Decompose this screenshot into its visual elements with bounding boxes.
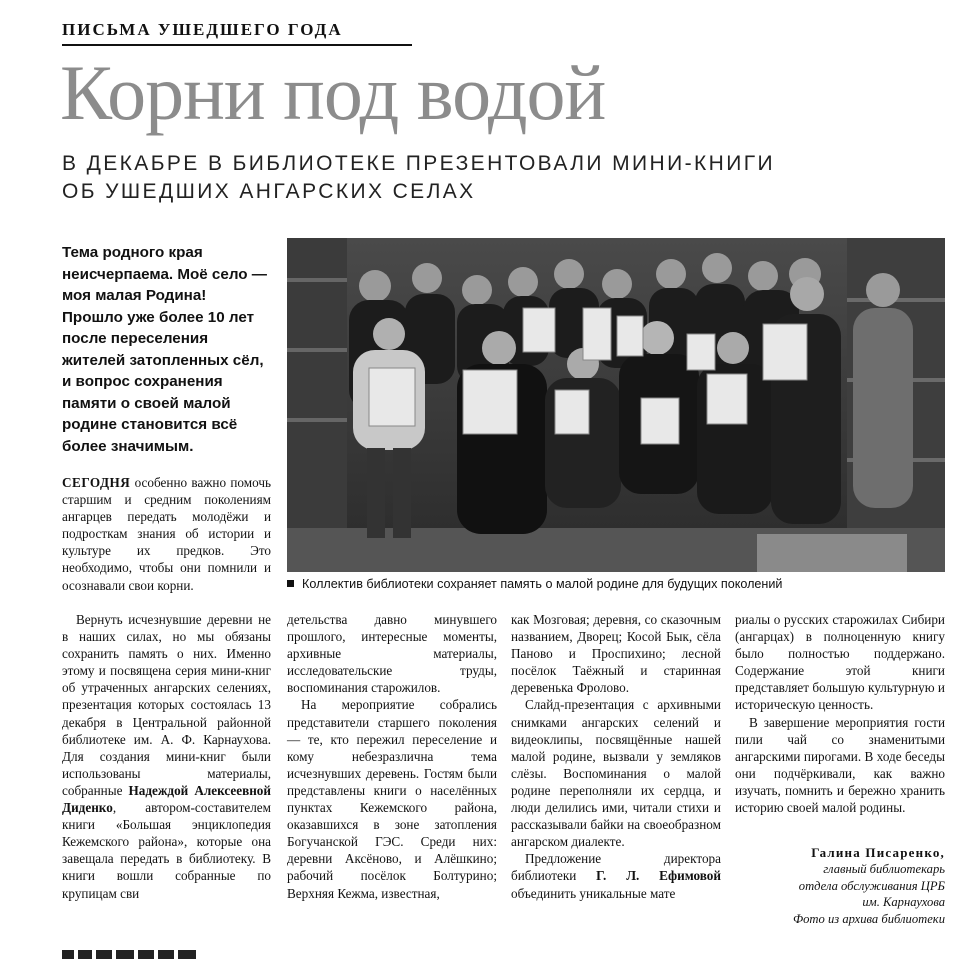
director-name: Г. Л. Ефимовой [596,868,722,884]
caption-bullet-icon [287,580,294,587]
rubric-underline [62,44,412,46]
group-photo-illustration [287,238,945,572]
article-column-4 [735,611,945,816]
subhead-line-2: ОБ УШЕДШИХ АНГАРСКИХ СЕЛАХ [62,180,476,203]
article-column-2 [287,611,497,902]
paragraph-2-text-a: Вернуть исчезнувшие деревни не в наших силах, но мы обязаны сохранить память о них. Именно этому и посвящена серия мини-книг об утраченных ангарских селениях, презентация которых состоялась 13 декабря в Центральной районной библиотеке им. А. Ф. Карнаухова. Для создания мини-книг были использованы материалы, собранные [62,612,271,798]
rubric-label: ПИСЬМА УШЕДШЕГО ГОДА [62,20,343,39]
next-article-heading-fragment [62,950,212,959]
next-article-fragment [62,950,222,959]
paragraph-6: В завершение мероприятия гости пили чай со знаменитыми ангарскими пирогами. В ходе беседы они подчёркивали, как важно изучать, помнить и бережно хранить историю своей малой родины. [735,714,945,816]
subhead-line-1: В ДЕКАБРЕ В БИБЛИОТЕКЕ ПРЕЗЕНТОВАЛИ МИНИ-КНИГИ [62,152,775,175]
article-column-1-continued [62,611,271,902]
paragraph-3-continued: как Мозговая; деревня, со сказочным названием, Дворец; Косой Бык, сёла Паново и Проспихино; лесной посёлок Таёжный и старинная деревенька Фролово. [511,612,721,696]
paragraph-5-continued: риалы о русских старожилах Сибири (ангарцах) в полноценную книгу было полностью поддержано. Содержание этой книги представляет большую культурную и историческую ценность. [735,612,945,713]
group-photo [287,238,945,572]
article-column-1 [62,474,271,594]
article-subheadline [62,150,922,206]
lead-paragraph: Тема родного края неисчерпаема. Моё село — моя малая Родина! Прошло уже более 10 лет после переселения жителей затопленных сёл, и вопрос сохранения памяти о своей малой родине становится всё более значимым. [62,244,267,455]
author-name: Надеждой Алексеевной Диденко [62,782,272,816]
paragraph-1-text: особенно важно помочь старшим и средним поколениям ангарцев передать молодёжи и подросткам знания об истории и культуре их предков. Это необходимо, чтобы они помнили и осознавали свои корни. [62,475,271,593]
article-headline: Корни под водой [60,49,606,136]
paragraph-3: На мероприятие собрались представители старшего поколения — те, кто пережил переселение и кому небезразлична тема исчезнувших деревень. Гостям были представлены книги о населённых пунктах Кежемского района, оказавшихся в зоне затопления Богучанской ГЭС. Среди них: деревни Аксёново, и Алёшкино; рабочий посёлок Болтурино; Верхняя Кежма, известная, [287,697,497,901]
paragraph-2-text-b: , автором-составителем книги «Большая энциклопедия Кежемского района», которые она завещала передать в библиотеку. В книги вошли собранные по крупицам сви [62,800,271,901]
photo-caption-text: Коллектив библиотеки сохраняет память о малой родине для будущих поколений [302,577,783,591]
author-signature [735,845,945,927]
photo-caption [287,576,947,592]
signature-role-2: отдела обслуживания ЦРБ [798,878,945,893]
paragraph-5-text-a: Предложение директора библиотеки [511,851,721,884]
paragraph-5-text-b: объединить уникальные мате [511,885,676,901]
photo-credit: Фото из архива библиотеки [793,911,945,926]
signature-role-1: главный библиотекарь [823,862,945,877]
paragraph-2 [62,611,271,902]
signature-name: Галина Писаренко, [811,845,945,860]
paragraph-5 [511,850,721,901]
paragraph-1 [62,474,271,594]
signature-role-3: им. Карнаухова [862,895,945,910]
paragraph-4: Слайд-презентация с архивными снимками ангарских селений и видеоклипы, посвящённые нашей малой родине, вызвали у земляков слёзы. Воспоминания о малой родине переполняли их сердца, и люди делились ими, читали стихи и рассказывали байки на своеобразном ангарском диалекте. [511,697,721,850]
article-column-3 [511,611,721,902]
paragraph-2-continued: детельства давно минувшего прошлого, интересные моменты, архивные материалы, исследовательские труды, воспоминания старожилов. [287,612,497,696]
opening-word: СЕГОДНЯ [62,475,131,490]
